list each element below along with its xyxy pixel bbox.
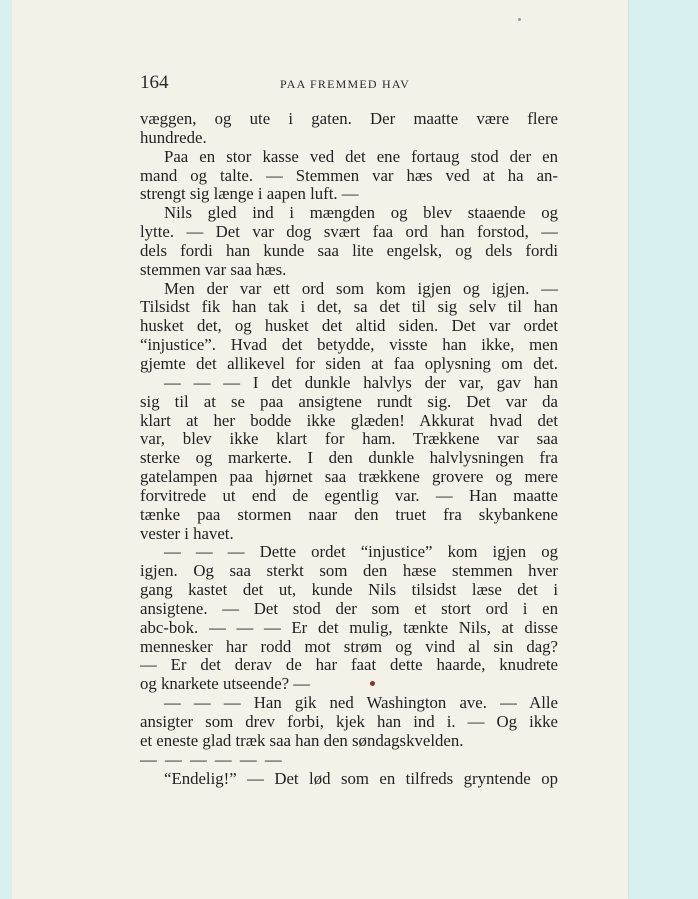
text-line: ansigter som drev forbi, kjek han ind i. — Og ikke xyxy=(140,712,558,731)
text-line: mennesker har rodd mot strøm og vind al sin dag? xyxy=(140,636,558,656)
text-line: lytte. — Det var dog svært faa ord han forstod, — xyxy=(140,222,558,242)
text-line: Nils gled ind i mængden og blev staaende og xyxy=(164,203,558,223)
text-line: “Endelig!” — Det lød som en tilfreds gryntende op xyxy=(164,768,558,788)
text-line: stemmen var saa hæs. xyxy=(140,259,287,279)
text-line: Paa en stor kasse ved det ene fortaug stod der en xyxy=(164,146,558,166)
text-line: sterke og markerte. I den dunkle halvlysningen fra xyxy=(140,448,558,468)
text-line: mand og talte. — Stemmen var hæs ved at ha an- xyxy=(140,165,558,185)
paper-speck xyxy=(518,18,521,21)
section-break-dashes: — — — — — — xyxy=(140,749,284,769)
text-line: vester i havet. xyxy=(140,523,234,543)
text-line: gjemte det allikevel for siden at faa oplysning om det. xyxy=(140,353,558,373)
text-line: gang kastet det ut, kunde Nils tilsidst læse det i xyxy=(140,580,558,600)
text-line: “injustice”. Hvad det betydde, visste han ikke, men xyxy=(140,335,558,355)
text-line: — — — I det dunkle halvlys der var, gav han xyxy=(164,372,558,392)
ink-dot xyxy=(370,681,375,686)
text-line: gatelampen paa hjørnet saa trækkene grovere og mere xyxy=(140,467,558,487)
text-line: tænke paa stormen naar den truet fra skybankene xyxy=(140,504,558,524)
running-head: PAA FREMMED HAV xyxy=(280,77,411,91)
text-line: — Er det derav de har faat dette haarde, knudrete xyxy=(140,655,558,675)
book-page xyxy=(12,0,628,899)
text-line: sig til at se paa ansigtene rundt sig. Det var da xyxy=(140,391,558,411)
page-header xyxy=(140,72,560,94)
text-line: og knarkete utseende? — xyxy=(140,674,311,694)
text-line: ansigtene. — Det stod der som et stort ord i en xyxy=(140,598,558,618)
text-line: hundrede. xyxy=(140,127,207,147)
text-line: — — — Han gik ned Washington ave. — Alle xyxy=(164,693,558,713)
text-line: dels fordi han kunde saa lite engelsk, og dels fordi xyxy=(140,240,558,260)
text-line: væggen, og ute i gaten. Der maatte være flere xyxy=(140,109,558,128)
text-line: Men der var ett ord som kom igjen og igjen. — xyxy=(164,278,558,298)
body-text xyxy=(140,110,558,788)
text-line: husket det, og husket det altid siden. Det var ordet xyxy=(140,316,558,336)
page-number: 164 xyxy=(140,72,169,93)
text-line: forvitrede ut end de egentlig var. — Han maatte xyxy=(140,485,558,505)
text-line: abc-bok. — — — Er det mulig, tænkte Nils, at disse xyxy=(140,617,558,637)
text-line: et eneste glad træk saa han den søndagskvelden. xyxy=(140,730,464,750)
text-line: igjen. Og saa sterkt som den hæse stemmen hver xyxy=(140,561,558,581)
text-line: Tilsidst fik han tak i det, sa det til sig selv til han xyxy=(140,297,558,317)
text-line: strengt sig længe i aapen luft. — xyxy=(140,184,359,204)
text-line: var, blev ikke klart for ham. Trækkene var saa xyxy=(140,429,558,449)
text-line: — — — Dette ordet “injustice” kom igjen og xyxy=(164,542,558,562)
text-line: klart at her bodde ikke glæden! Akkurat hvad det xyxy=(140,410,558,430)
